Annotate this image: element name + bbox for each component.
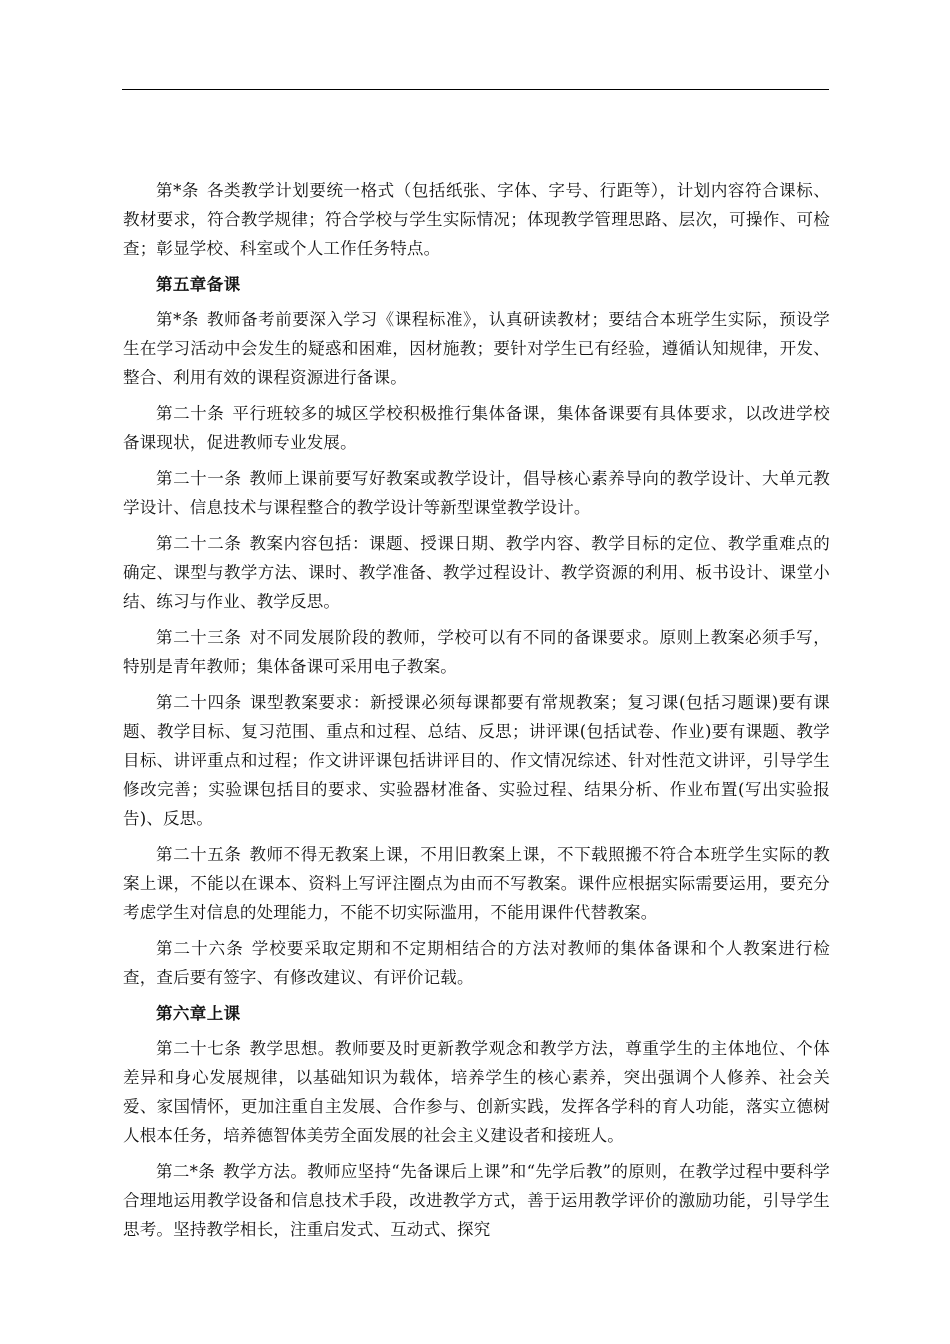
article-paragraph xyxy=(123,623,830,681)
article-number: 第二十五条 xyxy=(156,845,242,864)
article-text: 教学方法。教师应坚持“先备课后上课”和“先学后教”的原则，在教学过程中要科学合理地运用教学设备和信息技术手段，改进教学方式，善于运用教学评价的激励功能，引导学生思考。坚持教学相长，注重启发式、互动式、探究 xyxy=(123,1162,831,1239)
article-number: 第*条 xyxy=(156,181,199,200)
article-paragraph xyxy=(123,934,830,992)
article-paragraph xyxy=(123,464,830,522)
article-paragraph xyxy=(123,305,830,392)
article-number: 第*条 xyxy=(156,310,199,329)
article-paragraph xyxy=(123,688,830,833)
article-number: 第二十三条 xyxy=(156,628,242,647)
chapter-heading: 第六章上课 xyxy=(156,1004,241,1023)
article-number: 第二十四条 xyxy=(156,693,242,712)
article-number: 第二十条 xyxy=(156,404,225,423)
article-text: 教案内容包括：课题、授课日期、教学内容、教学目标的定位、教学重难点的确定、课型与教学方法、课时、教学准备、教学过程设计、教学资源的利用、板书设计、课堂小结、练习与作业、教学反思。 xyxy=(123,534,830,611)
article-text: 对不同发展阶段的教师，学校可以有不同的备课要求。原则上教案必须手写，特别是青年教师；集体备课可采用电子教案。 xyxy=(123,628,830,676)
document-body xyxy=(123,176,830,1251)
article-text: 平行班较多的城区学校积极推行集体备课，集体备课要有具体要求，以改进学校备课现状，促进教师专业发展。 xyxy=(123,404,831,452)
chapter-heading: 第五章备课 xyxy=(156,275,241,294)
article-text: 教师上课前要写好教案或教学设计，倡导核心素养导向的教学设计、大单元教学设计、信息技术与课程整合的教学设计等新型课堂教学设计。 xyxy=(123,469,830,517)
article-number: 第二十一条 xyxy=(156,469,242,488)
article-number: 第二十七条 xyxy=(156,1039,242,1058)
header-rule xyxy=(122,89,829,90)
article-number: 第二*条 xyxy=(156,1162,216,1181)
article-text: 教师不得无教案上课，不用旧教案上课，不下载照搬不符合本班学生实际的教案上课，不能以在课本、资料上写评注圈点为由而不写教案。课件应根据实际需要运用，要充分考虑学生对信息的处理能力，不能不切实际滥用，不能用课件代替教案。 xyxy=(123,845,830,922)
article-paragraph xyxy=(123,1034,830,1150)
article-number: 第二十二条 xyxy=(156,534,242,553)
article-text: 课型教案要求：新授课必须每课都要有常规教案；复习课(包括习题课)要有课题、教学目标、复习范围、重点和过程、总结、反思；讲评课(包括试卷、作业)要有课题、教学目标、讲评重点和过程；作文讲评课包括讲评目的、作文情况综述、针对性范文讲评，引导学生修改完善；实验课包括目的要求、实验器材准备、实验过程、结果分析、作业布置(写出实验报告)、反思。 xyxy=(123,693,831,828)
article-paragraph xyxy=(123,529,830,616)
article-text: 学校要采取定期和不定期相结合的方法对教师的集体备课和个人教案进行检查，查后要有签字、有修改建议、有评价记载。 xyxy=(123,939,830,987)
article-paragraph xyxy=(123,399,830,457)
article-text: 各类教学计划要统一格式（包括纸张、字体、字号、行距等），计划内容符合课标、教材要求，符合教学规律；符合学校与学生实际情况；体现教学管理思路、层次，可操作、可检查；彰显学校、科室或个人工作任务特点。 xyxy=(123,181,830,258)
article-number: 第二十六条 xyxy=(156,939,244,958)
article-paragraph xyxy=(123,840,830,927)
article-paragraph xyxy=(123,176,830,263)
article-text: 教学思想。教师要及时更新教学观念和教学方法，尊重学生的主体地位、个体差异和身心发展规律，以基础知识为载体，培养学生的核心素养，突出强调个人修养、社会关爱、家国情怀，更加注重自主发展、合作参与、创新实践，发挥各学科的育人功能，落实立德树人根本任务，培养德智体美劳全面发展的社会主义建设者和接班人。 xyxy=(123,1039,830,1145)
article-paragraph xyxy=(123,1157,830,1244)
article-text: 教师备考前要深入学习《课程标准》，认真研读教材；要结合本班学生实际，预设学生在学习活动中会发生的疑惑和困难，因材施教；要针对学生已有经验，遵循认知规律，开发、整合、利用有效的课程资源进行备课。 xyxy=(123,310,830,387)
